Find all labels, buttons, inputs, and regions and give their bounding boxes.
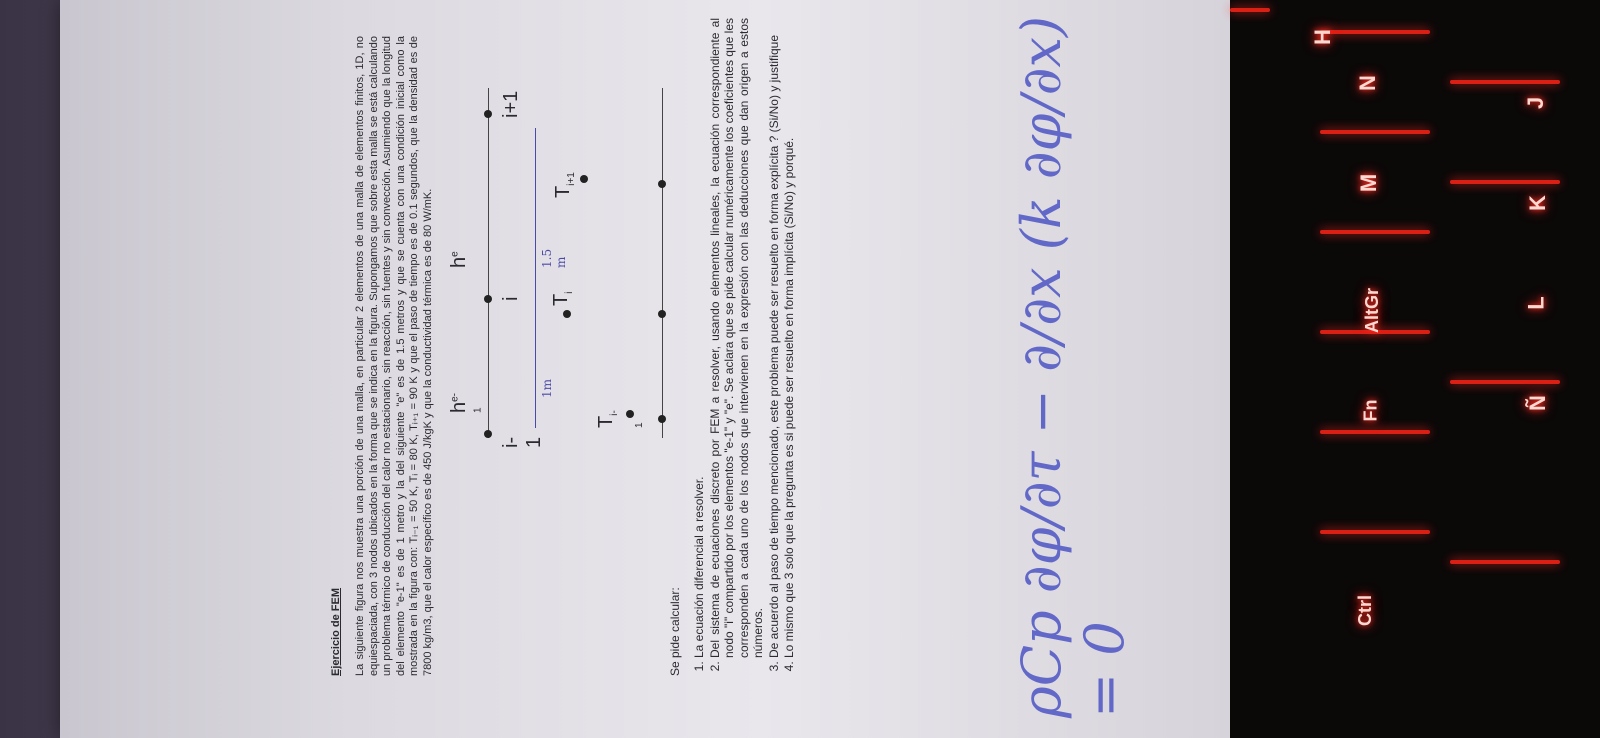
question-3: 3. De acuerdo al paso de tiempo mencionado, este problema puede ser resuelto en forma explícita ? (Si/No) y justifique — [767, 18, 782, 658]
key-k[interactable]: K — [1524, 195, 1550, 211]
paper-content — [320, 0, 1180, 738]
key-h[interactable]: H — [1309, 29, 1335, 45]
question-list — [692, 18, 798, 676]
key-glow-3 — [1320, 130, 1430, 134]
node-label-top-c: i+1 — [500, 90, 522, 118]
dimension-line-right — [535, 128, 536, 338]
key-n[interactable]: N — [1354, 75, 1380, 91]
dimension-note-left: 1m — [540, 378, 554, 398]
element-label-left: $h^{e-1}$ — [448, 392, 484, 413]
node-label-top-a: i-1 — [500, 436, 545, 448]
key-glow-6 — [1320, 430, 1430, 434]
handwritten-formula: ρCp ∂φ/∂τ − ∂/∂x (k ∂φ/∂x) = 0 — [1010, 15, 1136, 718]
key-glow-4 — [1320, 230, 1430, 234]
key-j[interactable]: J — [1523, 96, 1549, 110]
key-glow-7 — [1320, 530, 1430, 534]
exercise-title: Ejercicio de FEM — [330, 587, 342, 676]
question-2: 2. Del sistema de ecuaciones discreto por FEM a resolver, usando elementos lineales, la ecuación correspondiente al nodo "i" compartido por los elementos "e-1" y "e". Se aclara que se pide calcular numéricamente los coeficientes que les corresponden a cada uno de los nodos que intervienen en la expresión con las deducciones que dan origen a estos números. — [708, 18, 766, 658]
element-line-top — [488, 88, 489, 438]
temp-label-c: $T_{i+1}$ — [552, 172, 577, 198]
key-enye[interactable]: Ñ — [1524, 395, 1550, 411]
temp-dot-c — [580, 175, 588, 183]
dimension-line-left — [535, 338, 536, 428]
key-glow-2 — [1320, 30, 1430, 34]
node-dot-top-a — [484, 430, 492, 438]
temp-dot-a — [626, 410, 634, 418]
temp-label-a: $T_{i-1}$ — [595, 410, 645, 428]
key-glow-8 — [1450, 80, 1560, 84]
exercise-intro: La siguiente figura nos muestra una porción de una malla, en particular 2 elementos de una malla de elementos finitos, 1D, no equiespaciada, con 3 nodos ubicados en la forma que se indica en la figura. Supongamos que sobre esta malla se está calculando un problema térmico de conducción del calor no estacionario, sin reacción, sin fuentes y sin convección. Asumiendo que la longitud del elemento "e-1" es de 1 metro y la del siguiente "e" es de 1.5 metros y que se cuenta con una condición inicial como la mostrada en la figura con: Tᵢ₋₁ = 50 K, Tᵢ = 80 K, Tᵢ₊₁ = 90 K y que el paso de tiempo es de 0.1 segundos, que la densidad es de 7800 kg/m3, que el calor específico es de 450 J/kgK y que la conductividad térmica es de 80 W/mK. — [354, 36, 434, 676]
node-dot-bottom-a — [658, 415, 666, 423]
dimension-note-right: 1.5 m — [540, 248, 568, 268]
key-altgr[interactable]: AltGr — [1362, 288, 1382, 333]
node-dot-bottom-c — [658, 180, 666, 188]
element-line-bottom — [662, 88, 663, 438]
node-dot-top-c — [484, 110, 492, 118]
temp-dot-b — [563, 310, 571, 318]
key-fn[interactable]: Fn — [1360, 399, 1381, 422]
question-4: 4. Lo mismo que 3 solo que la pregunta es si puede ser resuelto en forma implícita (Si/No) y porqué. — [782, 18, 797, 658]
ask-label: Se pide calcular: — [668, 587, 682, 676]
key-glow-10 — [1450, 380, 1560, 384]
temp-label-b: $T_i$ — [550, 291, 575, 306]
node-dot-top-b — [484, 295, 492, 303]
element-label-right: $h^e$ — [448, 251, 470, 268]
key-m[interactable]: M — [1356, 173, 1382, 193]
keyboard — [1230, 0, 1600, 738]
key-glow-1 — [1230, 8, 1270, 12]
key-glow-11 — [1450, 560, 1560, 564]
node-label-top-b: i — [500, 296, 522, 301]
key-ctrl[interactable]: Ctrl — [1355, 595, 1375, 626]
node-dot-bottom-b — [658, 310, 666, 318]
key-glow-9 — [1450, 180, 1560, 184]
key-l[interactable]: L — [1523, 296, 1549, 310]
question-1: 1. La ecuación diferencial a resolver. — [692, 18, 707, 658]
paper-sheet — [60, 0, 1230, 738]
